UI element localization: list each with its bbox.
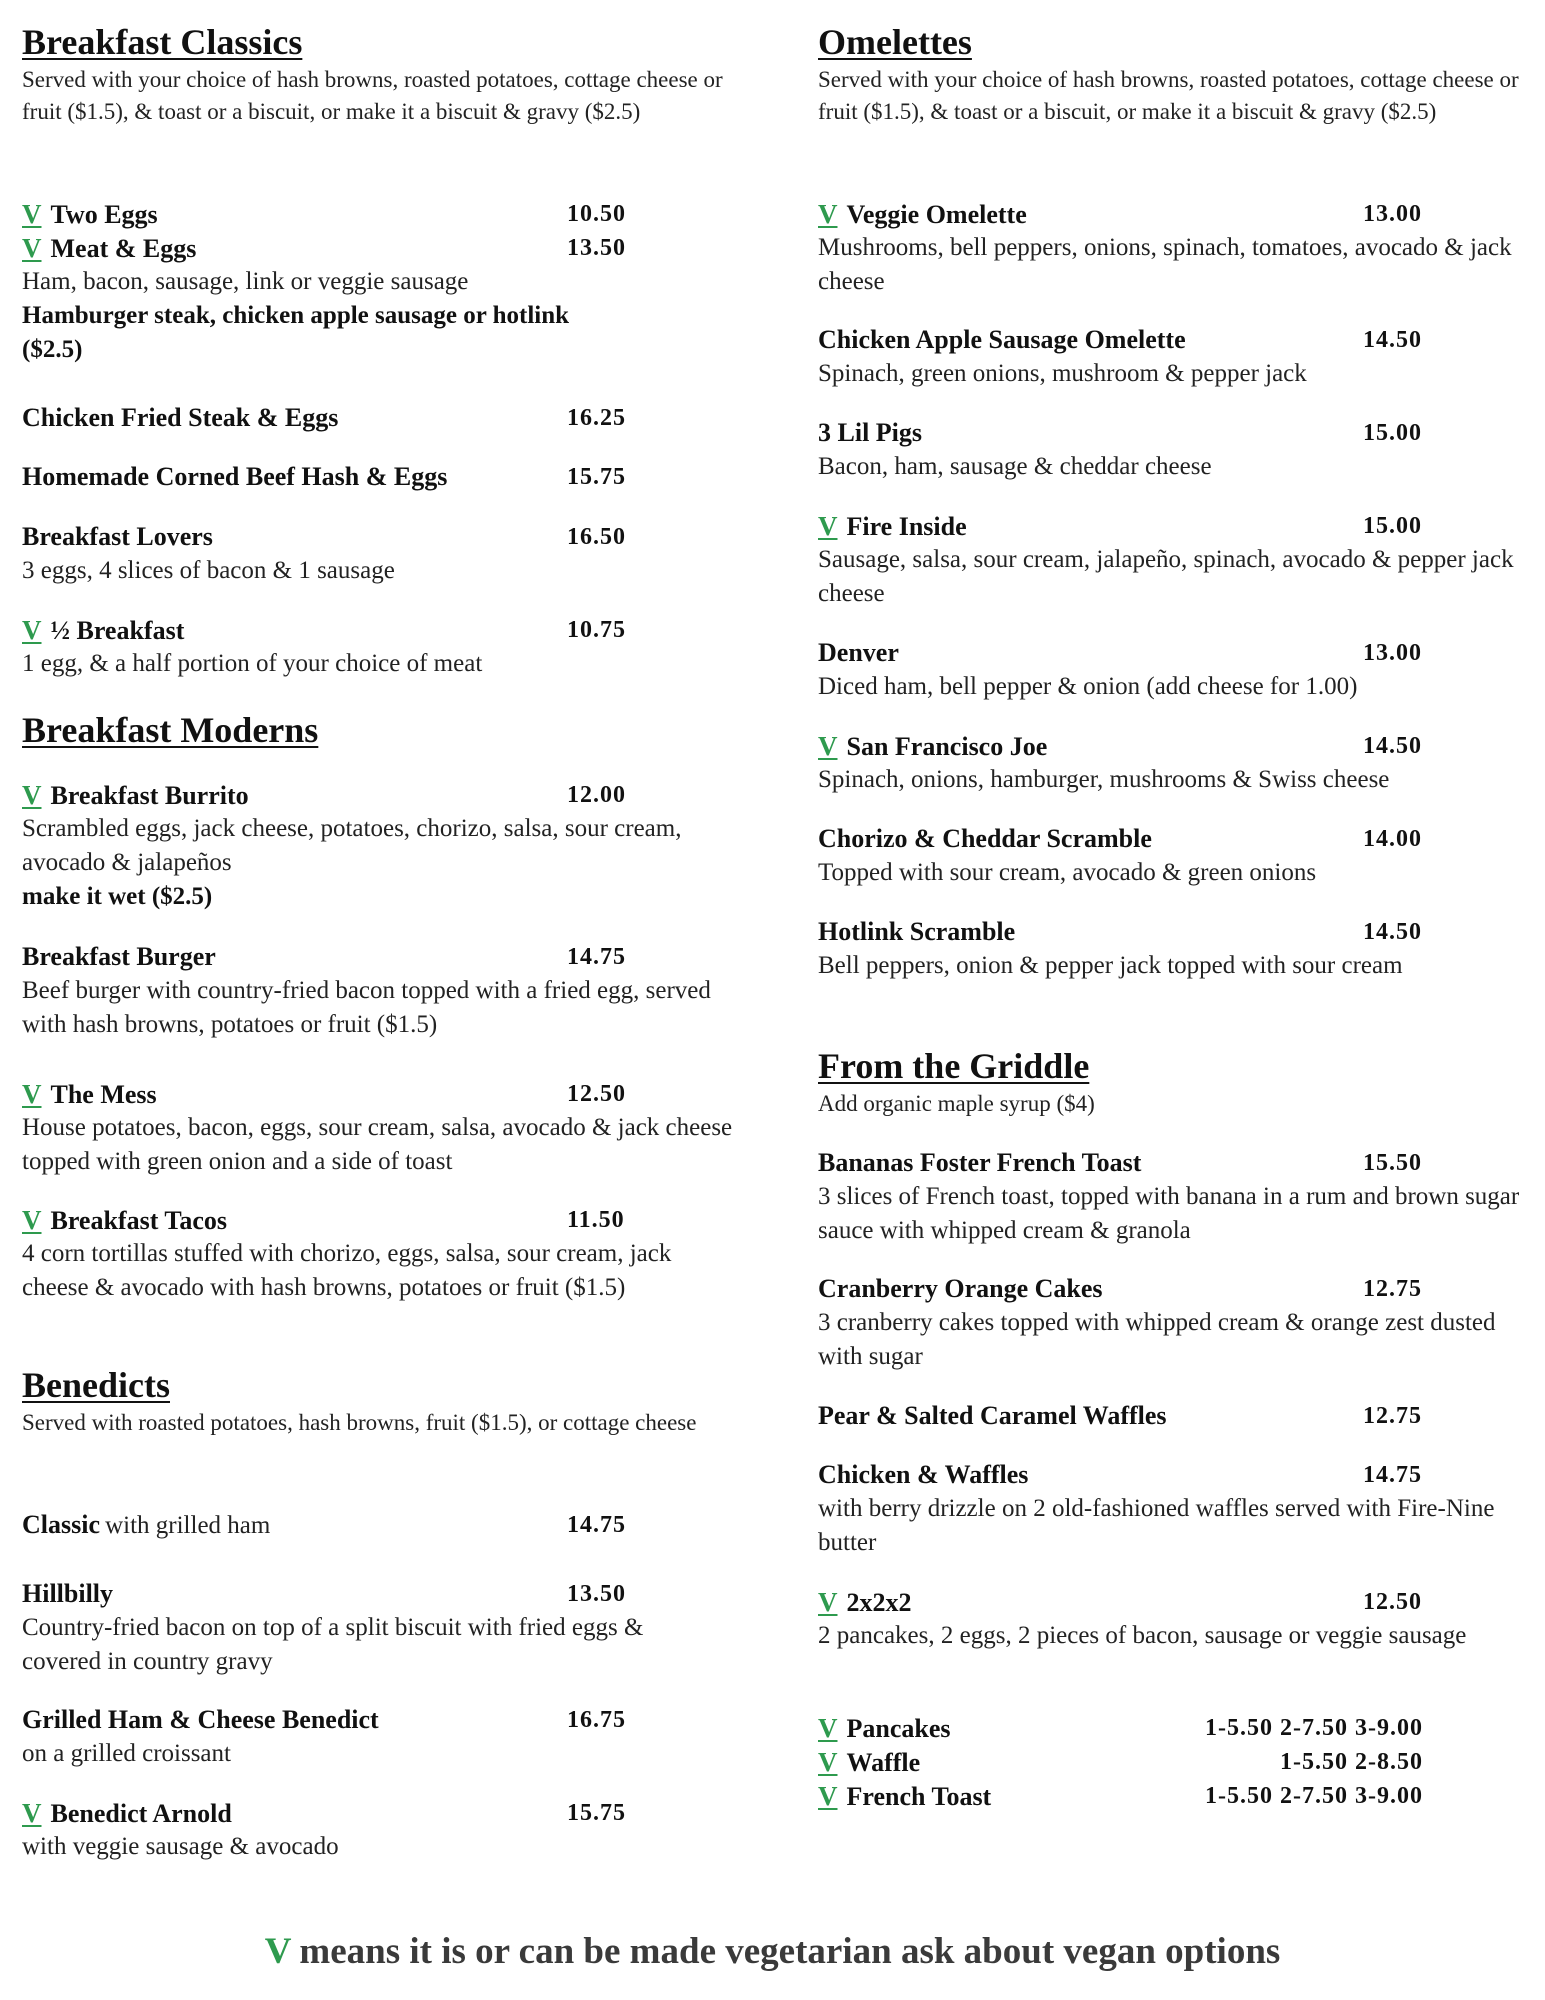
- item-description: with veggie sausage & avocado: [22, 1833, 339, 1860]
- section-title: Benedicts: [22, 1365, 170, 1405]
- menu-item: [818, 197, 1538, 299]
- item-name: Denver: [818, 638, 899, 667]
- item-description: Ham, bacon, sausage, link or veggie sausage: [22, 268, 469, 295]
- item-description: Bell peppers, onion & pepper jack topped with sour cream: [818, 952, 1403, 979]
- vegetarian-icon: V: [22, 233, 42, 263]
- menu-item: [22, 1796, 742, 1864]
- section-note: Served with roasted potatoes, hash browns, fruit ($1.5), or cottage cheese: [22, 1410, 697, 1435]
- vegetarian-icon: V: [818, 511, 838, 541]
- item-name: Breakfast Tacos: [50, 1206, 227, 1235]
- item-price: 14.75: [567, 1512, 626, 1538]
- menu-item: [22, 197, 742, 231]
- item-price: 15.50: [1363, 1150, 1422, 1176]
- item-price: 14.75: [567, 944, 626, 970]
- item-name: Grilled Ham & Cheese Benedict: [22, 1705, 379, 1734]
- vegetarian-icon: V: [818, 1587, 838, 1617]
- section-note: Add organic maple syrup ($4): [818, 1091, 1095, 1116]
- vegetarian-icon: V: [22, 780, 42, 810]
- item-price: 1-5.50 2-7.50 3-9.00: [1205, 1715, 1423, 1741]
- item-price: 13.00: [1363, 201, 1422, 227]
- item-name: 2x2x2: [846, 1588, 912, 1617]
- item-description: Scrambled eggs, jack cheese, potatoes, chorizo, salsa, sour cream, avocado & jalapeños: [22, 815, 682, 876]
- item-price: 15.00: [1363, 420, 1422, 446]
- section-breakfast-classics: [22, 20, 742, 128]
- item-description: Topped with sour cream, avocado & green onions: [818, 859, 1317, 886]
- item-price: 12.75: [1363, 1276, 1422, 1302]
- item-price: 13.50: [567, 235, 626, 261]
- menu-item: [818, 1585, 1538, 1653]
- item-name: Meat & Eggs: [50, 234, 197, 263]
- item-description: Spinach, onions, hamburger, mushrooms & Swiss cheese: [818, 766, 1390, 793]
- item-name: Homemade Corned Beef Hash & Eggs: [22, 462, 448, 491]
- item-price: 15.75: [567, 1800, 626, 1826]
- menu-item: [22, 1203, 742, 1305]
- section-note: Served with your choice of hash browns, roasted potatoes, cottage cheese or fruit ($1.5), & toast or a biscuit, or make it a biscuit & gravy ($2.5): [22, 67, 723, 124]
- menu-item: [818, 1779, 1538, 1813]
- section-omelettes: [818, 20, 1538, 128]
- item-description: Bacon, ham, sausage & cheddar cheese: [818, 453, 1212, 480]
- item-description: Country-fried bacon on top of a split biscuit with fried eggs & covered in country gravy: [22, 1614, 644, 1675]
- item-description: Beef burger with country-fried bacon topped with a fried egg, served with hash browns, potatoes or fruit ($1.5): [22, 977, 711, 1038]
- menu-item: [818, 1458, 1538, 1560]
- item-price: 16.25: [567, 405, 626, 431]
- item-description: 1 egg, & a half portion of your choice of meat: [22, 650, 483, 677]
- section-title: From the Griddle: [818, 1046, 1090, 1086]
- menu-item: [818, 822, 1538, 890]
- item-price: 11.50: [567, 1207, 625, 1233]
- menu-item: [22, 940, 742, 1042]
- menu-item: [22, 1077, 742, 1179]
- menu-item: [22, 231, 742, 367]
- vegetarian-icon: V: [22, 1205, 42, 1235]
- item-name: Bananas Foster French Toast: [818, 1148, 1142, 1177]
- menu-item: [818, 729, 1538, 797]
- section-title: Breakfast Moderns: [22, 710, 319, 750]
- vegetarian-icon: V: [818, 731, 838, 761]
- item-price: 15.00: [1363, 513, 1422, 539]
- vegetarian-icon: V: [22, 1798, 42, 1828]
- vegetarian-icon: V: [818, 1713, 838, 1743]
- item-name: Benedict Arnold: [50, 1799, 232, 1828]
- item-description: Mushrooms, bell peppers, onions, spinach, tomatoes, avocado & jack cheese: [818, 234, 1512, 295]
- item-description: 3 eggs, 4 slices of bacon & 1 sausage: [22, 557, 395, 584]
- item-addon: Hamburger steak, chicken apple sausage or hotlink ($2.5): [22, 302, 570, 363]
- item-price: 14.50: [1363, 733, 1422, 759]
- section-title: Breakfast Classics: [22, 22, 303, 62]
- item-price: 10.50: [567, 201, 626, 227]
- menu-item: [818, 1272, 1538, 1374]
- item-price: 1-5.50 2-8.50: [1280, 1749, 1423, 1775]
- menu-item: [22, 1508, 742, 1542]
- section-from-the-griddle: [818, 1044, 1538, 1120]
- item-price: 12.00: [567, 782, 626, 808]
- item-name: Pear & Salted Caramel Waffles: [818, 1401, 1167, 1430]
- item-name: Hillbilly: [22, 1579, 114, 1608]
- menu-item: [818, 636, 1538, 704]
- item-name: French Toast: [846, 1782, 992, 1811]
- item-name: Breakfast Burger: [22, 942, 216, 971]
- section-note: Served with your choice of hash browns, roasted potatoes, cottage cheese or fruit ($1.5), & toast or a biscuit, or make it a biscuit & gravy ($2.5): [818, 67, 1519, 124]
- menu-item: [22, 778, 742, 914]
- item-name: Breakfast Burrito: [50, 781, 249, 810]
- item-name: Chicken Apple Sausage Omelette: [818, 325, 1186, 354]
- menu-item: [818, 1745, 1538, 1779]
- item-price: 12.50: [567, 1081, 626, 1107]
- item-name: Hotlink Scramble: [818, 917, 1016, 946]
- item-name: San Francisco Joe: [846, 732, 1048, 761]
- item-price: 13.00: [1363, 640, 1422, 666]
- item-name: Chicken Fried Steak & Eggs: [22, 403, 339, 432]
- item-price: 16.75: [567, 1707, 626, 1733]
- item-price: 14.50: [1363, 919, 1422, 945]
- section-breakfast-moderns: [22, 708, 742, 752]
- vegetarian-icon: V: [818, 199, 838, 229]
- vegetarian-icon: V: [22, 1079, 42, 1109]
- item-name: Cranberry Orange Cakes: [818, 1274, 1103, 1303]
- item-price: 10.75: [567, 617, 626, 643]
- item-price: 12.75: [1363, 1403, 1422, 1429]
- vegetarian-icon: V: [22, 615, 42, 645]
- menu-item: [22, 613, 742, 681]
- item-description: with berry drizzle on 2 old-fashioned waffles served with Fire-Nine butter: [818, 1495, 1495, 1556]
- item-price: 14.50: [1363, 327, 1422, 353]
- vegetarian-icon: V: [22, 199, 42, 229]
- legend-text: means it is or can be made vegetarian ask about vegan options: [299, 1931, 1281, 1972]
- vegetarian-icon: V: [818, 1781, 838, 1811]
- vegetarian-icon: V: [264, 1931, 292, 1972]
- item-description: on a grilled croissant: [22, 1740, 231, 1767]
- menu-item: [818, 416, 1538, 484]
- section-title: Omelettes: [818, 22, 972, 62]
- vegetarian-legend: [0, 1930, 1545, 1973]
- item-description: Sausage, salsa, sour cream, jalapeño, spinach, avocado & pepper jack cheese: [818, 546, 1514, 607]
- item-name: Two Eggs: [50, 200, 158, 229]
- menu-item: [818, 1399, 1538, 1433]
- item-name: ½ Breakfast: [50, 616, 185, 645]
- menu-item: [22, 401, 742, 435]
- menu-item: [818, 1146, 1538, 1248]
- item-name: The Mess: [50, 1080, 157, 1109]
- item-price: 16.50: [567, 524, 626, 550]
- menu-item: [818, 1711, 1538, 1745]
- item-name: Chorizo & Cheddar Scramble: [818, 824, 1152, 853]
- item-price: 15.75: [567, 464, 626, 490]
- item-description: Spinach, green onions, mushroom & pepper jack: [818, 360, 1307, 387]
- menu-item: [22, 520, 742, 588]
- item-price: 13.50: [567, 1581, 626, 1607]
- item-description: 3 cranberry cakes topped with whipped cream & orange zest dusted with sugar: [818, 1309, 1496, 1370]
- item-price: 14.00: [1363, 826, 1422, 852]
- item-description: 2 pancakes, 2 eggs, 2 pieces of bacon, sausage or veggie sausage: [818, 1622, 1467, 1649]
- menu-item: [818, 509, 1538, 611]
- menu-item: [22, 460, 742, 494]
- menu-item: [818, 323, 1538, 391]
- item-description: House potatoes, bacon, eggs, sour cream, salsa, avocado & jack cheese topped with green onion and a side of toast: [22, 1114, 733, 1175]
- item-price: 12.50: [1363, 1589, 1422, 1615]
- item-name: Veggie Omelette: [846, 200, 1027, 229]
- item-description: 3 slices of French toast, topped with banana in a rum and brown sugar sauce with whipped cream & granola: [818, 1183, 1520, 1244]
- item-price: 1-5.50 2-7.50 3-9.00: [1205, 1783, 1423, 1809]
- menu-item: [22, 1577, 742, 1679]
- item-description: 4 corn tortillas stuffed with chorizo, eggs, salsa, sour cream, jack cheese & avocado with hash browns, potatoes or fruit ($1.5): [22, 1240, 672, 1301]
- menu-item: [22, 1703, 742, 1771]
- item-name: Classic: [22, 1510, 100, 1539]
- item-description: with grilled ham: [105, 1512, 271, 1539]
- menu-item: [818, 915, 1538, 983]
- item-name: Fire Inside: [846, 512, 967, 541]
- section-benedicts: [22, 1363, 742, 1439]
- item-name: Waffle: [846, 1748, 921, 1777]
- item-name: Breakfast Lovers: [22, 522, 213, 551]
- item-name: Pancakes: [846, 1714, 951, 1743]
- item-description: Diced ham, bell pepper & onion (add cheese for 1.00): [818, 673, 1358, 700]
- item-name: Chicken & Waffles: [818, 1460, 1029, 1489]
- vegetarian-icon: V: [818, 1747, 838, 1777]
- item-name: 3 Lil Pigs: [818, 418, 923, 447]
- item-addon: make it wet ($2.5): [22, 883, 213, 910]
- item-price: 14.75: [1363, 1462, 1422, 1488]
